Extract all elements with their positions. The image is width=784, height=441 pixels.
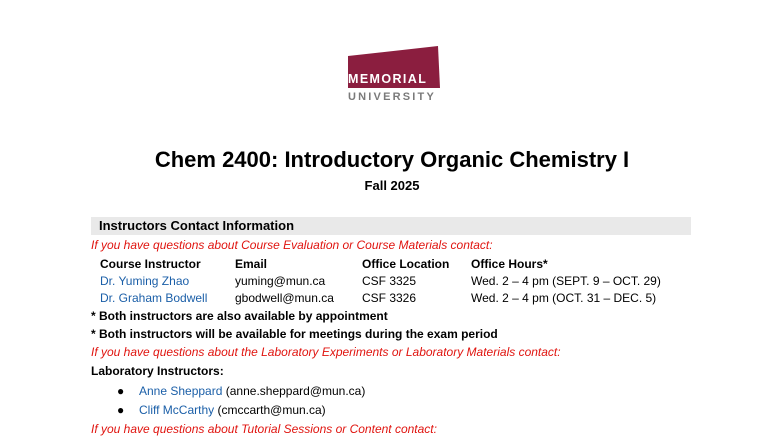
tutorial-questions-note: If you have questions about Tutorial Sessions or Content contact: (91, 422, 437, 436)
lab-instructor-email: (cmccarth@mun.ca) (217, 403, 326, 417)
instructor-office: CSF 3325 (362, 274, 417, 288)
exam-period-note: * Both instructors will be available for meetings during the exam period (91, 327, 498, 341)
instructor-hours: Wed. 2 – 4 pm (SEPT. 9 – OCT. 29) (471, 274, 661, 288)
instructor-email: yuming@mun.ca (235, 274, 326, 288)
instructor-name-link[interactable]: Dr. Yuming Zhao (100, 274, 190, 288)
instructor-name-link[interactable]: Dr. Graham Bodwell (100, 291, 208, 305)
course-term: Fall 2025 (364, 178, 420, 193)
header-office-location: Office Location (362, 257, 450, 271)
lab-instructor-name-link[interactable]: Anne Sheppard (139, 384, 223, 398)
header-email: Email (235, 257, 268, 271)
logo-text-university: UNIVERSITY (348, 91, 437, 103)
logo-text-memorial: MEMORIAL (348, 72, 428, 86)
header-office-hours: Office Hours* (471, 257, 548, 271)
course-title: Chem 2400: Introductory Organic Chemistry I (154, 147, 630, 172)
header-course-instructor: Course Instructor (100, 257, 201, 271)
section-heading-bar (91, 217, 691, 235)
section-heading: Instructors Contact Information (99, 218, 295, 233)
bullet-icon: ● (117, 403, 125, 417)
list-item (117, 402, 326, 418)
instructor-hours: Wed. 2 – 4 pm (OCT. 31 – DEC. 5) (471, 291, 657, 305)
instructor-office: CSF 3326 (362, 291, 417, 305)
bullet-icon: ● (117, 384, 125, 398)
appointment-note: * Both instructors are also available by appointment (91, 309, 388, 323)
lab-questions-note: If you have questions about the Laboratory Experiments or Laboratory Materials contact: (91, 345, 561, 359)
lab-instructor-name-link[interactable]: Cliff McCarthy (139, 403, 215, 417)
lab-instructor-email: (anne.sheppard@mun.ca) (225, 384, 366, 398)
lab-instructors-heading: Laboratory Instructors: (91, 364, 224, 378)
course-questions-note: If you have questions about Course Evaluation or Course Materials contact: (91, 238, 493, 252)
list-item (117, 383, 365, 399)
instructor-email: gbodwell@mun.ca (235, 291, 334, 305)
memorial-university-logo (342, 44, 442, 106)
